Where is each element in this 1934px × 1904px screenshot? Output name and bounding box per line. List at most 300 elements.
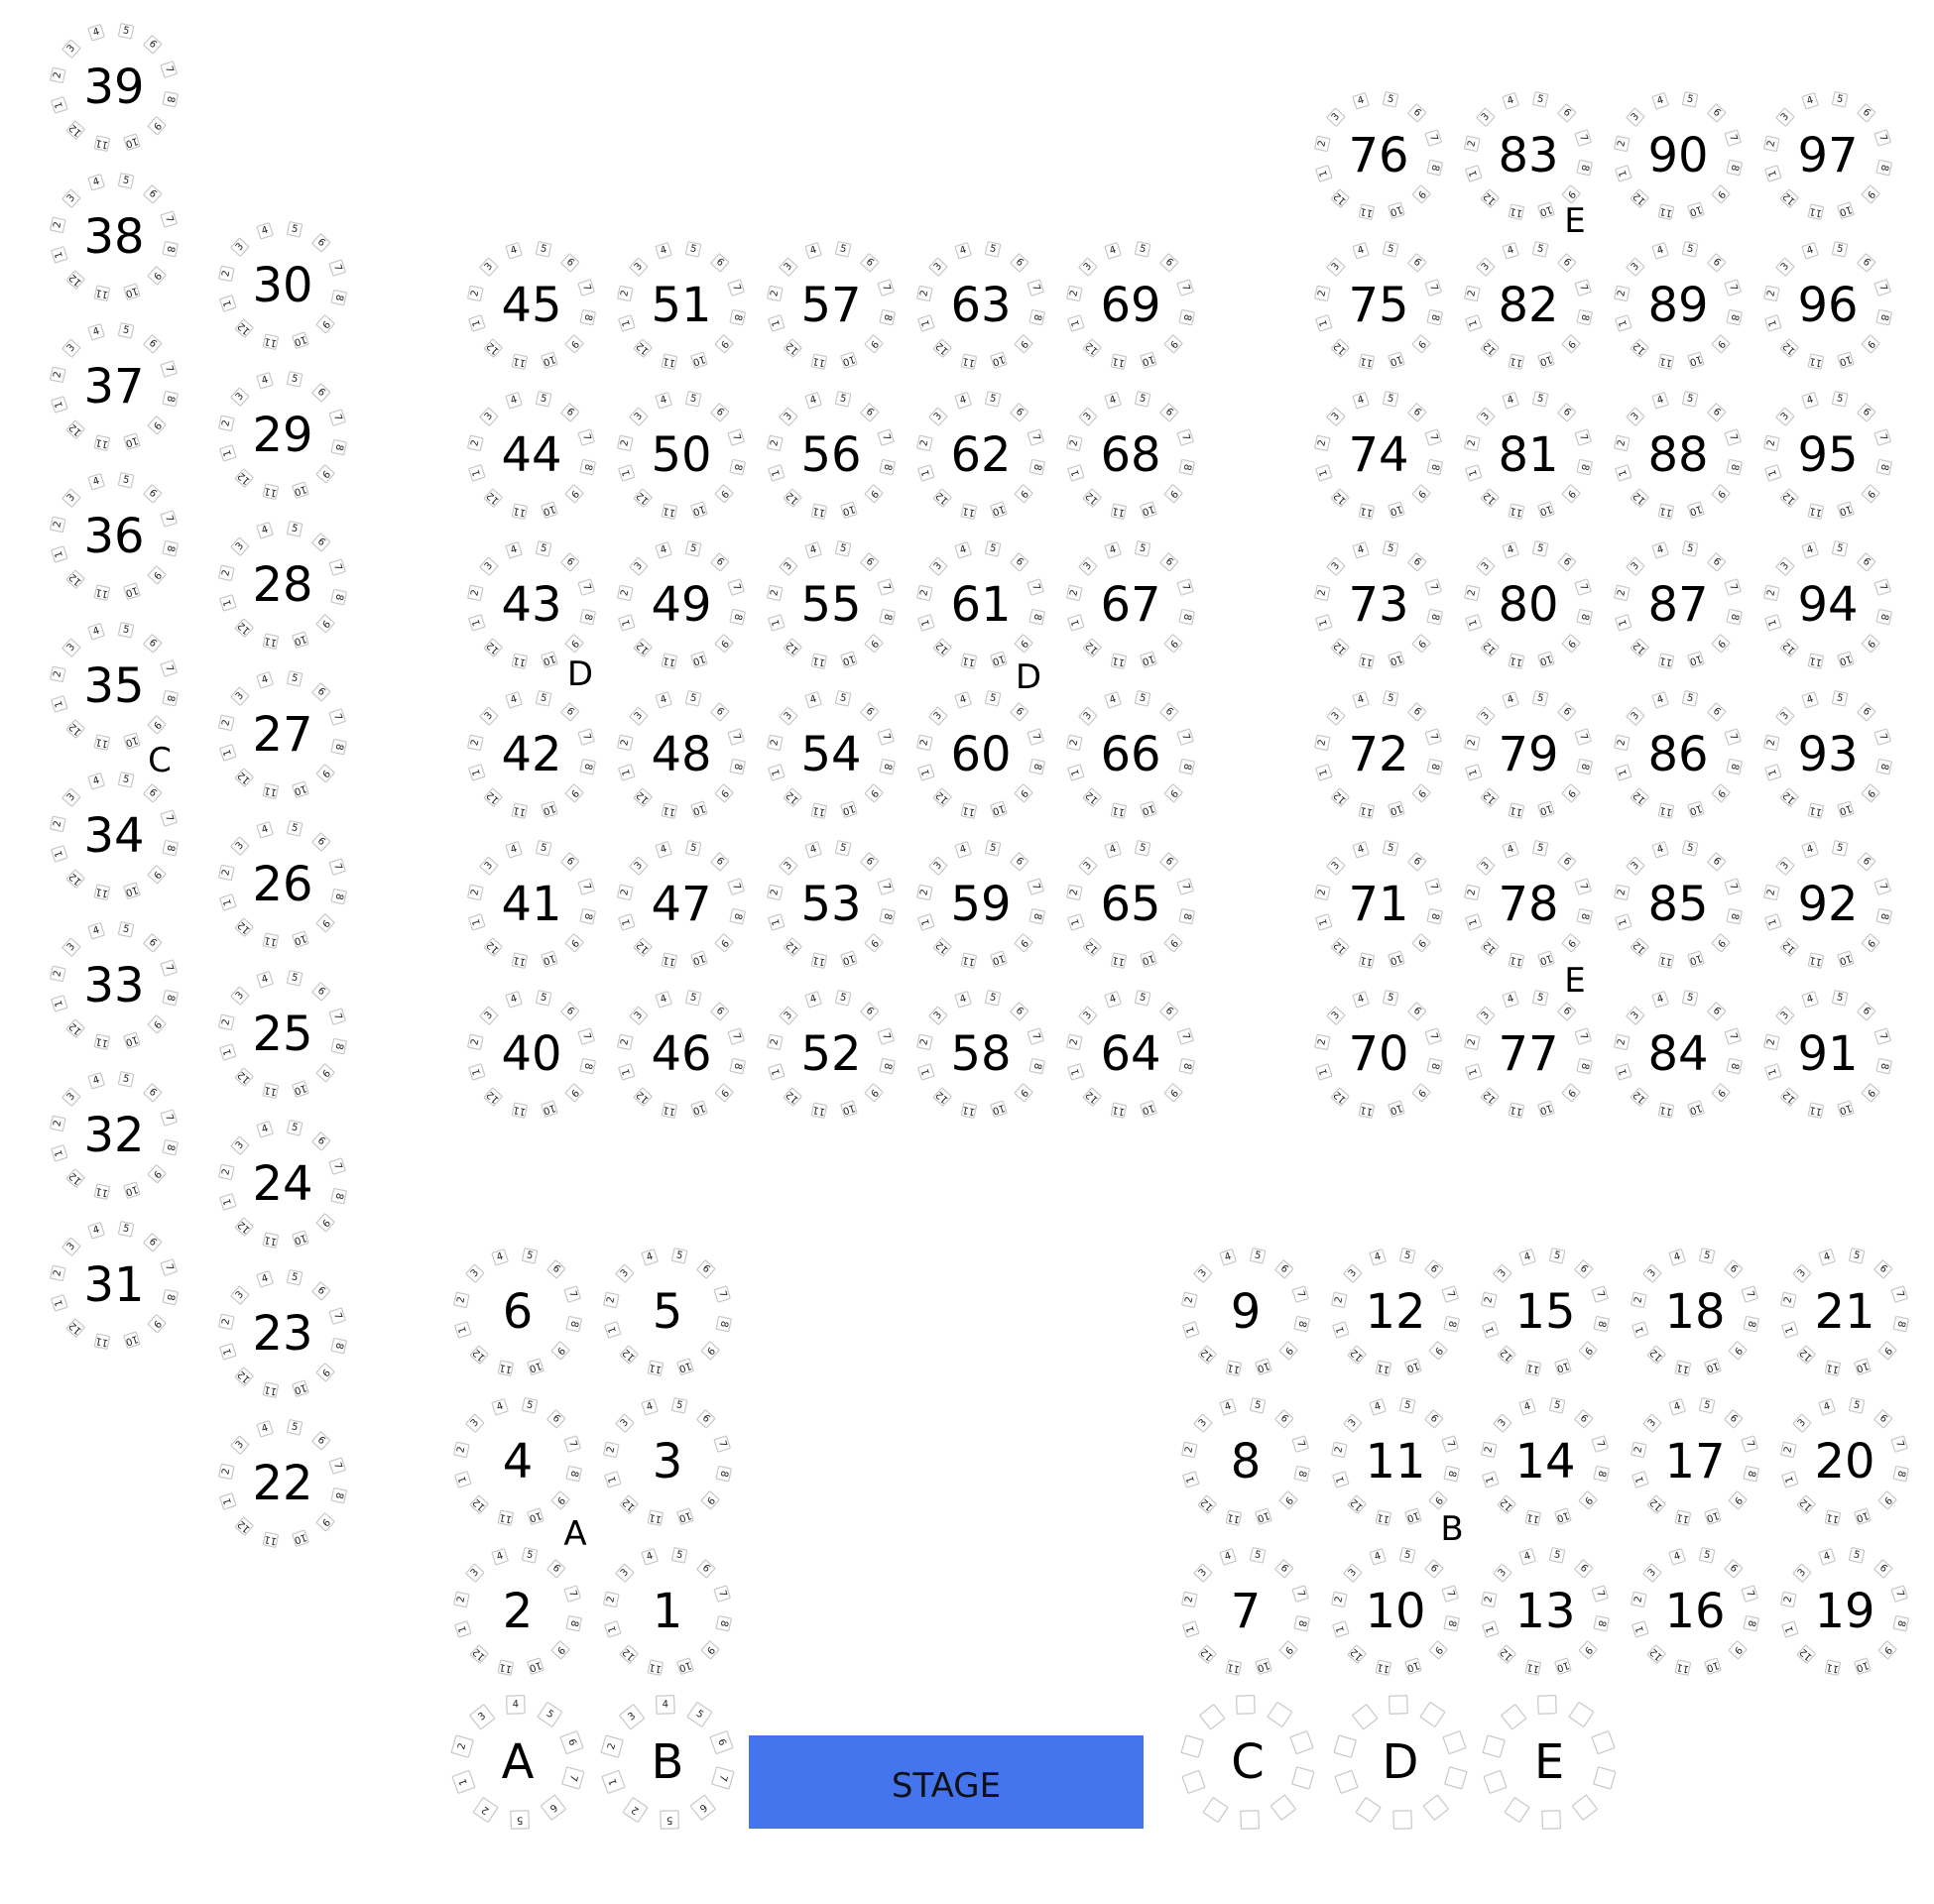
seat[interactable]: [715, 335, 733, 353]
seat[interactable]: [1579, 1641, 1597, 1659]
seat[interactable]: [547, 1560, 565, 1578]
table-54[interactable]: [768, 691, 896, 819]
seat[interactable]: [1802, 243, 1818, 259]
seat[interactable]: [506, 243, 522, 259]
table-35[interactable]: [51, 623, 179, 751]
seat[interactable]: [219, 865, 234, 880]
seat[interactable]: [1383, 541, 1397, 556]
table-69[interactable]: [1067, 242, 1195, 370]
seat[interactable]: [630, 857, 648, 875]
seat[interactable]: [1465, 136, 1480, 151]
seat[interactable]: [1744, 1466, 1758, 1481]
seat[interactable]: [1412, 934, 1430, 952]
seat[interactable]: [1177, 429, 1193, 445]
seat[interactable]: [1682, 92, 1697, 107]
seat[interactable]: [1776, 557, 1794, 575]
seat[interactable]: [1315, 885, 1330, 899]
seat[interactable]: [648, 1510, 663, 1525]
seat[interactable]: [118, 1072, 133, 1087]
table-67[interactable]: [1067, 541, 1195, 669]
seat[interactable]: [331, 1338, 346, 1353]
seat[interactable]: [1067, 435, 1082, 450]
table-61[interactable]: [917, 541, 1045, 669]
seat[interactable]: [620, 1705, 645, 1729]
seat[interactable]: [1427, 1058, 1442, 1073]
seat[interactable]: [565, 485, 583, 503]
seat[interactable]: [88, 25, 104, 41]
table-96[interactable]: [1764, 242, 1892, 370]
seat[interactable]: [220, 1344, 236, 1360]
seat[interactable]: [1316, 615, 1332, 631]
table-94[interactable]: [1764, 541, 1892, 669]
seat[interactable]: [484, 938, 502, 956]
seat[interactable]: [578, 729, 594, 745]
seat[interactable]: [1862, 485, 1879, 503]
seat[interactable]: [1729, 1342, 1747, 1360]
seat[interactable]: [1484, 1770, 1507, 1793]
seat[interactable]: [1226, 1361, 1241, 1375]
table-92[interactable]: [1764, 841, 1892, 969]
seat[interactable]: [1575, 579, 1591, 595]
seat[interactable]: [1876, 160, 1891, 175]
seat[interactable]: [616, 1564, 634, 1582]
seat[interactable]: [124, 284, 140, 299]
seat[interactable]: [580, 609, 595, 624]
seat[interactable]: [316, 1064, 334, 1082]
seat[interactable]: [933, 788, 951, 806]
seat[interactable]: [1275, 1260, 1293, 1278]
seat[interactable]: [118, 473, 133, 488]
seat[interactable]: [616, 1264, 634, 1282]
table-14[interactable]: [1482, 1398, 1610, 1526]
seat[interactable]: [1781, 1592, 1796, 1606]
seat[interactable]: [716, 1615, 731, 1630]
seat[interactable]: [1781, 1292, 1796, 1307]
seat[interactable]: [1575, 1560, 1593, 1578]
seat[interactable]: [1177, 1028, 1193, 1044]
seat[interactable]: [1555, 1658, 1571, 1674]
seat[interactable]: [480, 557, 498, 575]
seat[interactable]: [1725, 1028, 1741, 1044]
seat[interactable]: [1412, 335, 1430, 353]
table-49[interactable]: [618, 541, 746, 669]
seat[interactable]: [728, 280, 744, 296]
seat[interactable]: [1616, 914, 1632, 930]
seat[interactable]: [144, 1084, 162, 1102]
seat[interactable]: [918, 765, 934, 780]
seat[interactable]: [1383, 691, 1397, 706]
seat[interactable]: [768, 585, 783, 600]
seat[interactable]: [805, 243, 821, 259]
seat[interactable]: [263, 933, 278, 948]
seat[interactable]: [620, 1645, 638, 1663]
seat[interactable]: [1727, 908, 1742, 923]
seat[interactable]: [662, 803, 676, 818]
seat[interactable]: [1182, 1292, 1197, 1307]
seat[interactable]: [1509, 803, 1523, 818]
seat[interactable]: [1466, 166, 1482, 181]
seat[interactable]: [1331, 189, 1349, 207]
seat[interactable]: [1594, 1316, 1609, 1331]
seat[interactable]: [1558, 104, 1576, 122]
seat[interactable]: [329, 1158, 345, 1174]
seat[interactable]: [1466, 765, 1482, 780]
seat[interactable]: [1331, 339, 1349, 357]
seat[interactable]: [52, 247, 67, 263]
seat[interactable]: [257, 822, 273, 838]
seat[interactable]: [1344, 1264, 1362, 1282]
seat[interactable]: [691, 652, 707, 667]
seat[interactable]: [1068, 765, 1084, 780]
seat[interactable]: [1483, 1735, 1505, 1757]
seat[interactable]: [1389, 652, 1404, 667]
seat[interactable]: [470, 1645, 488, 1663]
seat[interactable]: [811, 654, 826, 668]
seat[interactable]: [1315, 435, 1330, 450]
seat[interactable]: [1250, 1548, 1265, 1563]
seat[interactable]: [1878, 1342, 1896, 1360]
seat[interactable]: [522, 1548, 537, 1563]
seat[interactable]: [66, 720, 84, 738]
seat[interactable]: [163, 1139, 178, 1154]
seat[interactable]: [1616, 166, 1632, 181]
seat[interactable]: [293, 1231, 308, 1247]
seat[interactable]: [88, 624, 104, 640]
seat[interactable]: [1270, 1795, 1295, 1820]
seat[interactable]: [1744, 1316, 1758, 1331]
seat[interactable]: [536, 392, 550, 407]
seat[interactable]: [1290, 1731, 1313, 1754]
seat[interactable]: [331, 589, 346, 604]
seat[interactable]: [1891, 1586, 1907, 1602]
seat[interactable]: [1862, 335, 1879, 353]
seat[interactable]: [1893, 1466, 1908, 1481]
table-40[interactable]: [468, 991, 596, 1119]
seat[interactable]: [1627, 258, 1644, 276]
seat[interactable]: [1652, 393, 1668, 409]
seat[interactable]: [580, 309, 595, 324]
table-17[interactable]: [1632, 1398, 1759, 1526]
seat[interactable]: [1316, 765, 1332, 780]
seat[interactable]: [1705, 1508, 1721, 1524]
seat[interactable]: [1764, 585, 1779, 600]
seat[interactable]: [331, 889, 346, 903]
seat[interactable]: [880, 908, 895, 923]
seat[interactable]: [1776, 1007, 1794, 1024]
seat[interactable]: [656, 393, 671, 409]
seat[interactable]: [88, 1073, 104, 1089]
seat[interactable]: [1575, 429, 1591, 445]
seat[interactable]: [480, 408, 498, 425]
seat[interactable]: [917, 885, 932, 899]
seat[interactable]: [231, 1436, 249, 1454]
seat[interactable]: [1765, 914, 1781, 930]
seat[interactable]: [94, 435, 109, 450]
seat[interactable]: [1183, 1621, 1199, 1637]
seat[interactable]: [805, 393, 821, 409]
table-12[interactable]: [1332, 1249, 1460, 1376]
seat[interactable]: [1226, 1510, 1241, 1525]
seat[interactable]: [1688, 652, 1704, 667]
seat[interactable]: [219, 715, 234, 730]
seat[interactable]: [917, 735, 932, 750]
seat[interactable]: [642, 1250, 658, 1265]
seat[interactable]: [528, 1508, 544, 1524]
seat[interactable]: [148, 866, 166, 884]
table-45[interactable]: [468, 242, 596, 370]
seat[interactable]: [1793, 1414, 1811, 1432]
seat[interactable]: [841, 951, 857, 967]
seat[interactable]: [933, 339, 951, 357]
seat[interactable]: [1503, 692, 1518, 708]
seat[interactable]: [1135, 392, 1149, 407]
seat[interactable]: [1808, 953, 1823, 968]
seat[interactable]: [578, 1028, 594, 1044]
seat[interactable]: [235, 1368, 253, 1385]
seat[interactable]: [455, 1621, 471, 1637]
seat[interactable]: [469, 615, 485, 631]
seat[interactable]: [1631, 1088, 1648, 1106]
seat[interactable]: [1538, 202, 1554, 218]
seat[interactable]: [711, 254, 729, 272]
seat[interactable]: [1592, 1731, 1615, 1754]
seat[interactable]: [124, 1032, 140, 1048]
seat[interactable]: [1808, 504, 1823, 519]
seat[interactable]: [841, 801, 857, 817]
seat[interactable]: [512, 354, 527, 369]
seat[interactable]: [1592, 1286, 1608, 1302]
seat[interactable]: [1509, 654, 1523, 668]
seat[interactable]: [1292, 1436, 1308, 1452]
seat[interactable]: [1105, 992, 1121, 1008]
seat[interactable]: [1068, 465, 1084, 481]
seat[interactable]: [605, 1472, 621, 1488]
seat[interactable]: [1179, 908, 1194, 923]
seat[interactable]: [455, 1472, 471, 1488]
seat[interactable]: [1627, 1007, 1644, 1024]
seat[interactable]: [1538, 352, 1554, 368]
seat[interactable]: [1519, 1549, 1535, 1565]
seat[interactable]: [1669, 1399, 1685, 1415]
seat[interactable]: [148, 267, 166, 285]
seat[interactable]: [811, 504, 826, 519]
seat[interactable]: [1327, 1007, 1345, 1024]
seat[interactable]: [1250, 1398, 1265, 1413]
seat[interactable]: [1832, 841, 1847, 856]
seat[interactable]: [1477, 857, 1495, 875]
seat[interactable]: [780, 707, 797, 725]
seat[interactable]: [547, 1410, 565, 1428]
seat[interactable]: [163, 241, 178, 256]
seat[interactable]: [1658, 803, 1673, 818]
seat[interactable]: [620, 1495, 638, 1513]
seat[interactable]: [1708, 553, 1726, 571]
seat[interactable]: [293, 332, 308, 348]
seat[interactable]: [1838, 202, 1854, 218]
seat[interactable]: [1408, 553, 1426, 571]
seat[interactable]: [634, 1088, 652, 1106]
seat[interactable]: [312, 983, 330, 1001]
seat[interactable]: [1802, 542, 1818, 558]
seat[interactable]: [312, 234, 330, 252]
seat[interactable]: [316, 914, 334, 932]
table-36[interactable]: [51, 473, 179, 601]
seat[interactable]: [1562, 784, 1580, 802]
seat[interactable]: [1874, 1260, 1892, 1278]
seat[interactable]: [1105, 692, 1121, 708]
seat[interactable]: [512, 953, 527, 968]
seat[interactable]: [878, 729, 894, 745]
seat[interactable]: [1765, 465, 1781, 481]
seat[interactable]: [148, 716, 166, 734]
seat[interactable]: [124, 1332, 140, 1348]
seat[interactable]: [878, 280, 894, 296]
seat[interactable]: [88, 175, 104, 190]
seat[interactable]: [1712, 485, 1730, 503]
seat[interactable]: [1068, 914, 1084, 930]
table-10[interactable]: [1332, 1548, 1460, 1676]
seat[interactable]: [1015, 1084, 1032, 1102]
seat[interactable]: [768, 885, 783, 899]
seat[interactable]: [1825, 1510, 1840, 1525]
seat[interactable]: [1029, 459, 1044, 474]
seat[interactable]: [542, 801, 557, 817]
seat[interactable]: [62, 788, 80, 806]
seat[interactable]: [1141, 801, 1156, 817]
seat[interactable]: [1465, 435, 1480, 450]
table-18[interactable]: [1632, 1249, 1759, 1376]
seat[interactable]: [618, 1034, 633, 1049]
seat[interactable]: [51, 517, 65, 532]
seat[interactable]: [118, 24, 133, 39]
seat[interactable]: [711, 1003, 729, 1020]
seat[interactable]: [1727, 160, 1742, 175]
seat[interactable]: [1465, 885, 1480, 899]
seat[interactable]: [1838, 352, 1854, 368]
seat[interactable]: [1333, 1322, 1349, 1338]
seat[interactable]: [94, 735, 109, 750]
seat[interactable]: [1558, 703, 1576, 721]
table-7[interactable]: [1182, 1548, 1310, 1676]
seat[interactable]: [329, 559, 345, 575]
seat[interactable]: [1015, 934, 1032, 952]
seat[interactable]: [257, 1421, 273, 1437]
seat[interactable]: [580, 1058, 595, 1073]
table-78[interactable]: [1465, 841, 1593, 969]
seat[interactable]: [1194, 1564, 1212, 1582]
seat[interactable]: [955, 243, 971, 259]
seat[interactable]: [547, 1260, 565, 1278]
seat[interactable]: [1858, 703, 1875, 721]
seat[interactable]: [1682, 541, 1697, 556]
seat[interactable]: [1509, 354, 1523, 369]
seat[interactable]: [685, 841, 700, 856]
seat[interactable]: [835, 242, 850, 257]
seat[interactable]: [52, 696, 67, 712]
seat[interactable]: [1780, 1088, 1798, 1106]
seat[interactable]: [484, 788, 502, 806]
seat[interactable]: [1874, 879, 1890, 894]
table-91[interactable]: [1764, 991, 1892, 1119]
seat[interactable]: [1383, 841, 1397, 856]
seat[interactable]: [634, 788, 652, 806]
table-86[interactable]: [1615, 691, 1743, 819]
seat[interactable]: [1874, 1560, 1892, 1578]
seat[interactable]: [634, 938, 652, 956]
seat[interactable]: [329, 859, 345, 875]
seat[interactable]: [1425, 879, 1441, 894]
seat[interactable]: [1412, 1084, 1430, 1102]
seat[interactable]: [1832, 541, 1847, 556]
seat[interactable]: [1712, 635, 1730, 653]
seat[interactable]: [1631, 189, 1648, 207]
seat[interactable]: [1558, 254, 1576, 272]
seat[interactable]: [985, 841, 1000, 856]
seat[interactable]: [565, 784, 583, 802]
seat[interactable]: [219, 1464, 234, 1479]
seat[interactable]: [1079, 258, 1097, 276]
table-38[interactable]: [51, 174, 179, 301]
seat[interactable]: [619, 615, 635, 631]
seat[interactable]: [1505, 1798, 1529, 1823]
seat[interactable]: [1015, 784, 1032, 802]
seat[interactable]: [1838, 1101, 1854, 1117]
seat[interactable]: [1725, 729, 1741, 745]
seat[interactable]: [1627, 408, 1644, 425]
seat[interactable]: [1275, 1560, 1293, 1578]
seat[interactable]: [1744, 1615, 1758, 1630]
seat[interactable]: [1164, 635, 1182, 653]
seat[interactable]: [1194, 1414, 1212, 1432]
seat[interactable]: [1764, 885, 1779, 899]
seat[interactable]: [565, 635, 583, 653]
seat[interactable]: [1412, 185, 1430, 203]
seat[interactable]: [329, 709, 345, 725]
seat[interactable]: [51, 367, 65, 382]
seat[interactable]: [955, 692, 971, 708]
seat[interactable]: [1725, 429, 1741, 445]
seat[interactable]: [1577, 759, 1592, 774]
seat[interactable]: [512, 803, 527, 818]
seat[interactable]: [1420, 1702, 1445, 1726]
seat[interactable]: [144, 185, 162, 203]
seat[interactable]: [484, 489, 502, 507]
seat[interactable]: [1331, 938, 1349, 956]
seat[interactable]: [662, 953, 676, 968]
table-5[interactable]: [604, 1249, 732, 1376]
seat[interactable]: [163, 391, 178, 406]
seat[interactable]: [1538, 1101, 1554, 1117]
seat[interactable]: [565, 934, 583, 952]
seat[interactable]: [623, 1798, 648, 1823]
seat[interactable]: [657, 1696, 675, 1715]
seat[interactable]: [293, 1380, 308, 1396]
seat[interactable]: [1862, 1084, 1879, 1102]
seat[interactable]: [1525, 1660, 1540, 1675]
seat[interactable]: [161, 1110, 177, 1126]
seat[interactable]: [1444, 1466, 1459, 1481]
seat[interactable]: [148, 416, 166, 434]
seat[interactable]: [492, 1399, 508, 1415]
table-25[interactable]: [219, 971, 347, 1099]
table-E[interactable]: [1483, 1696, 1616, 1830]
seat[interactable]: [1503, 393, 1518, 409]
seat[interactable]: [551, 1491, 569, 1509]
seat[interactable]: [1874, 729, 1890, 745]
seat[interactable]: [861, 853, 879, 871]
seat[interactable]: [701, 1491, 719, 1509]
seat[interactable]: [784, 938, 801, 956]
